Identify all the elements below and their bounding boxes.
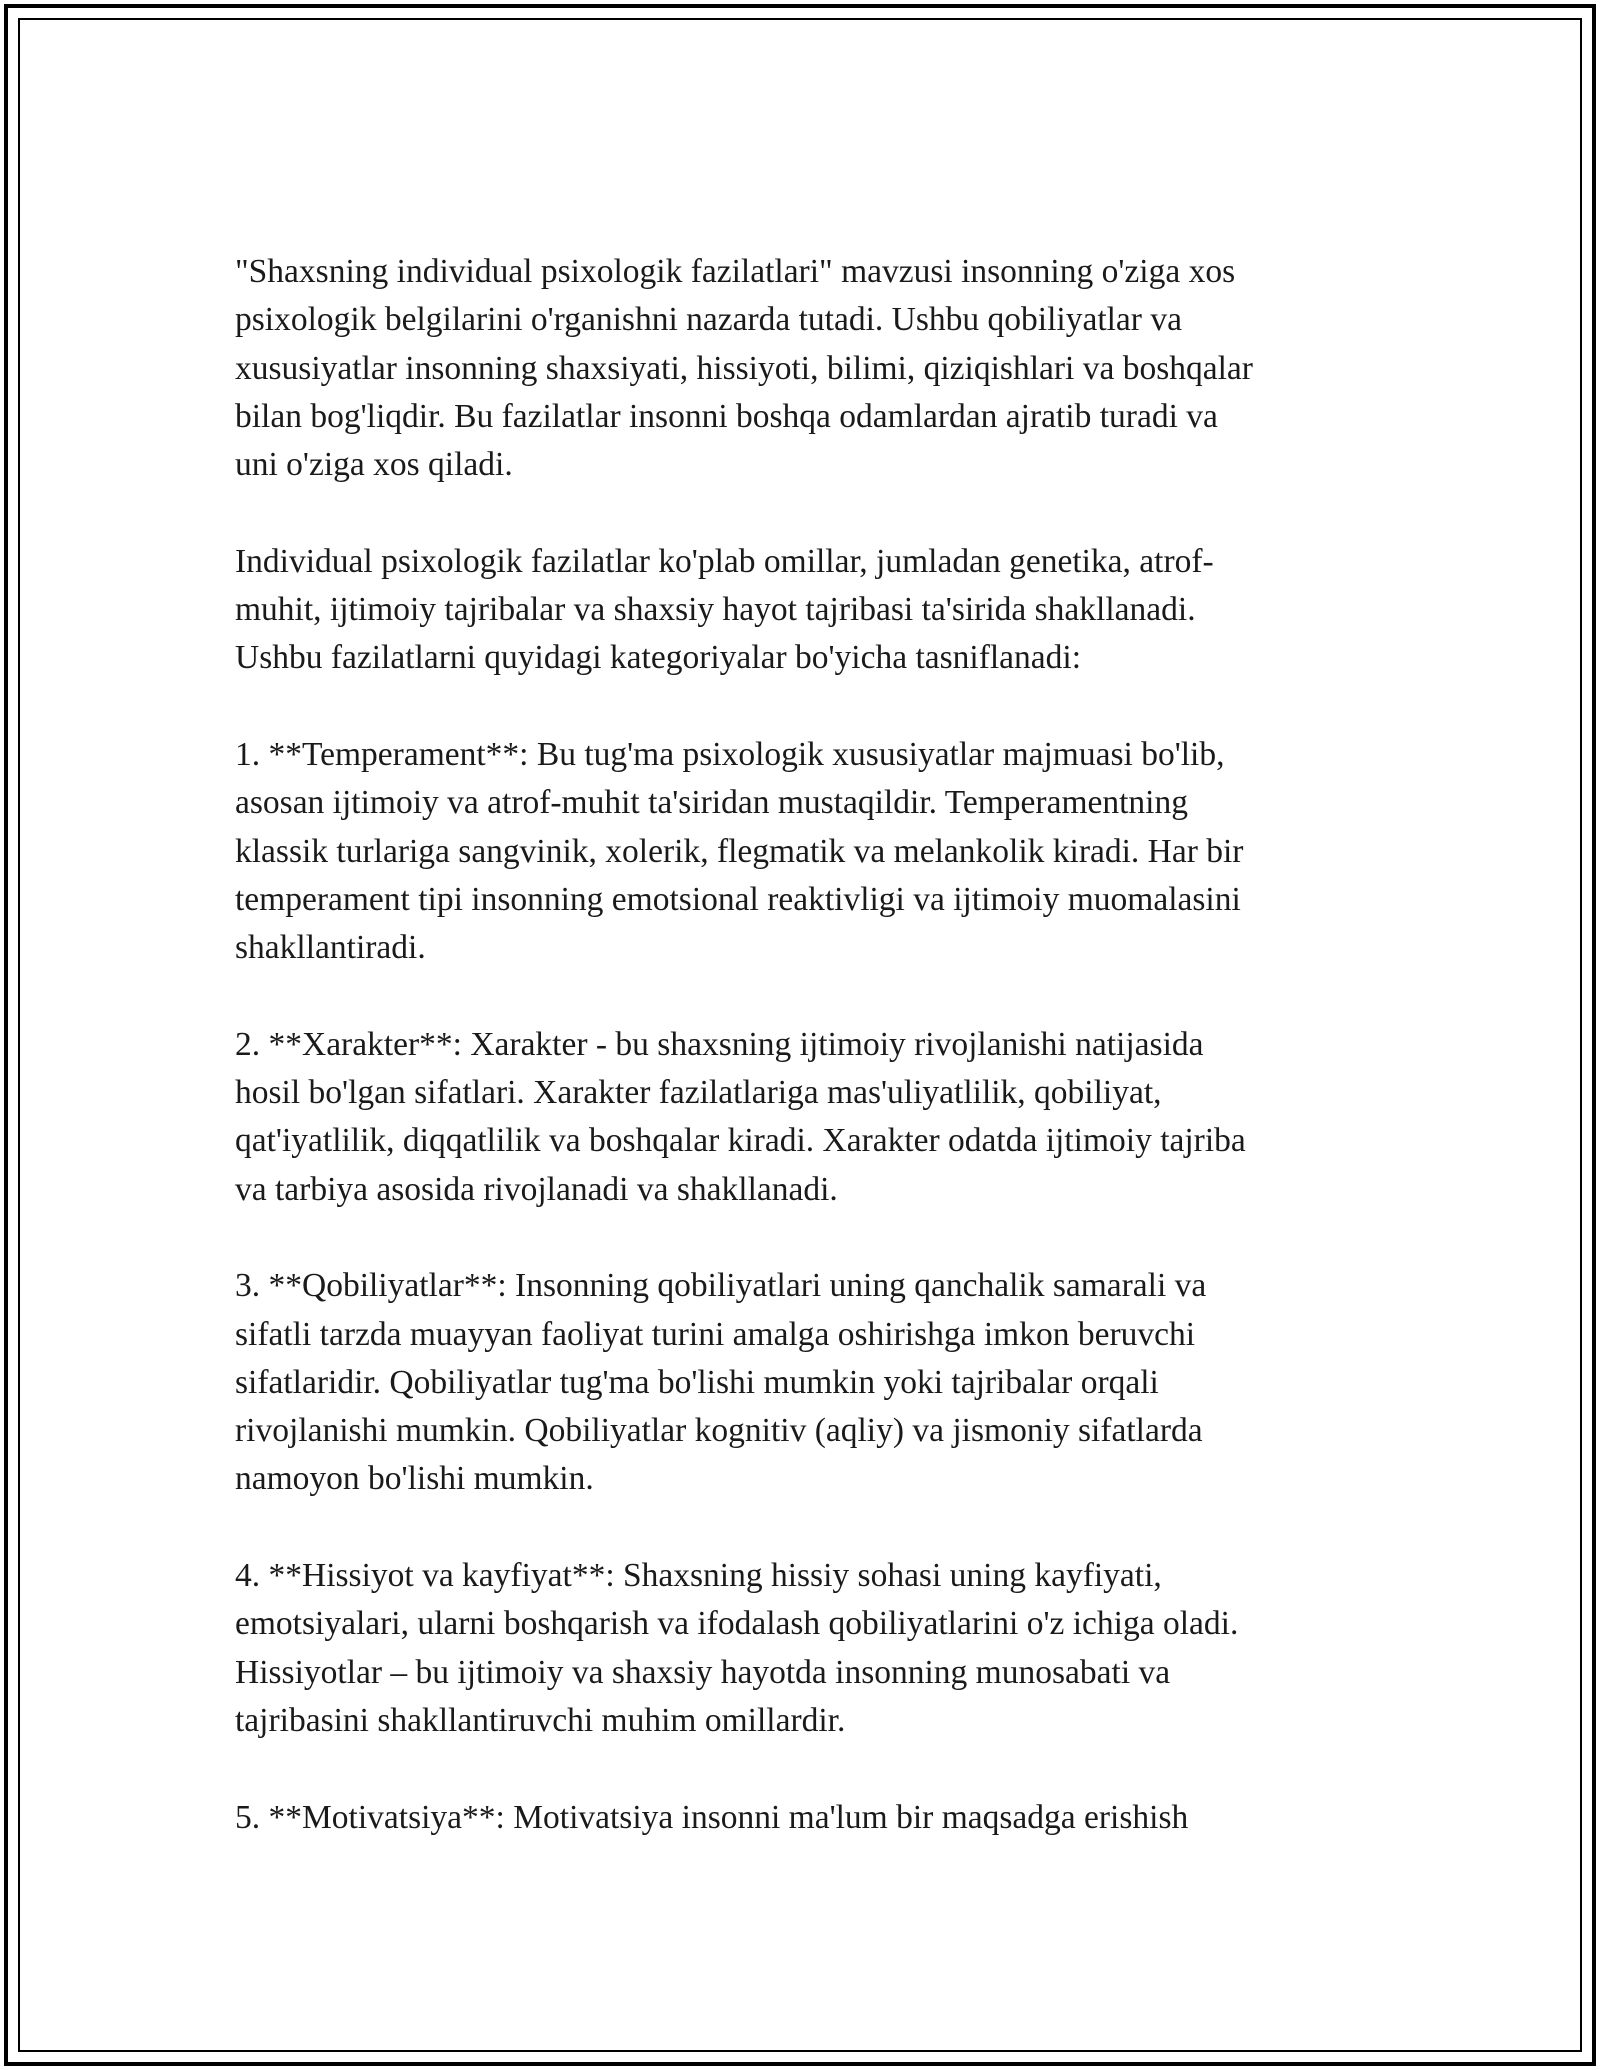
- list-item-hissiyot: 4. **Hissiyot va kayfiyat**: Shaxsning hissiy sohasi uning kayfiyati, emotsiyalari, ularni boshqarish va ifodalash qobiliyatlarini o'z ichiga oladi. Hissiyotlar – bu ijtimoiy va shaxsiy hayotda insonning munosabati va tajribasini shakllantiruvchi muhim omillardir.: [235, 1557, 1239, 1739]
- list-item-qobiliyatlar: 3. **Qobiliyatlar**: Insonning qobiliyatlari uning qanchalik samarali va sifatli tarzda muayyan faoliyat turini amalga oshirishga imkon beruvchi sifatlaridir. Qobiliyatlar tug'ma bo'lishi mumkin yoki tajribalar orqali rivojlanishi mumkin. Qobiliyatlar kognitiv (aqliy) va jismoniy sifatlarda namoyon bo'lishi mumkin.: [235, 1267, 1207, 1498]
- document-body: [235, 248, 1375, 1890]
- categories-intro-paragraph: Individual psixologik fazilatlar ko'plab omillar, jumladan genetika, atrof- muhit, ijtimoiy tajribalar va shaxsiy hayot tajribasi ta'sirida shakllanadi. Ushbu fazilatlarni quyidagi kategoriyalar bo'yicha tasniflanadi:: [235, 542, 1214, 677]
- list-item-motivatsiya: 5. **Motivatsiya**: Motivatsiya insonni ma'lum bir maqsadga erishish: [235, 1798, 1189, 1836]
- intro-paragraph: "Shaxsning individual psixologik fazilatlari" mavzusi insonning o'ziga xos psixologik belgilarini o'rganishni nazarda tutadi. Ushbu qobiliyatlar va xususiyatlar insonning shaxsiyati, hissiyoti, bilimi, qiziqishlari va boshqalar bilan bog'liqdir. Bu fazilatlar insonni boshqa odamlardan ajratib turadi va uni o'ziga xos qiladi.: [235, 253, 1253, 484]
- list-item-temperament: 1. **Temperament**: Bu tug'ma psixologik xususiyatlar majmuasi bo'lib, asosan ijtimoiy va atrof-muhit ta'siridan mustaqildir. Temperamentning klassik turlariga sangvinik, xolerik, flegmatik va melankolik kiradi. Har bir temperament tipi insonning emotsional reaktivligi va ijtimoiy muomalasini shakllantiradi.: [235, 735, 1244, 967]
- list-item-xarakter: 2. **Xarakter**: Xarakter - bu shaxsning ijtimoiy rivojlanishi natijasida hosil bo'lgan sifatlari. Xarakter fazilatlariga mas'uliyatlilik, qobiliyat, qat'iyatlilik, diqqatlilik va boshqalar kiradi. Xarakter odatda ijtimoiy tajriba va tarbiya asosida rivojlanadi va shakllanadi.: [235, 1025, 1246, 1208]
